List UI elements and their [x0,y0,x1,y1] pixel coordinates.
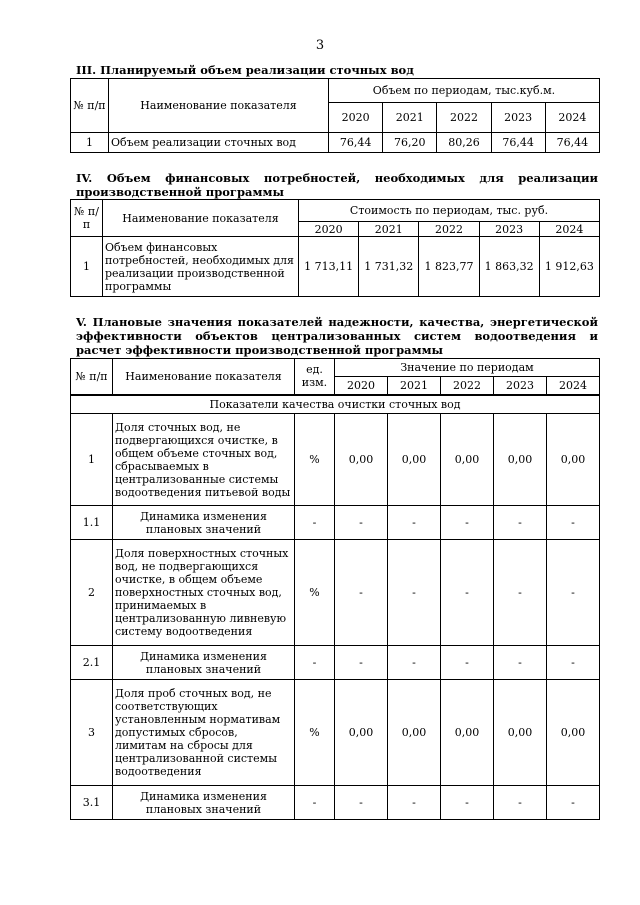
row-value: 0,00 [335,414,388,506]
row-num: 2.1 [71,646,113,680]
row-value: 0,00 [388,680,441,786]
s5-head-num: № п/п [71,359,113,395]
row-value: - [547,786,600,820]
s4-head-name: Наименование показателя [103,200,299,237]
s3-year: 2024 [545,103,599,133]
s5-head-group: Значение по периодам [335,359,600,377]
row-value: 1 823,77 [419,237,479,297]
row-value: 76,44 [545,133,599,153]
s3-year: 2023 [491,103,545,133]
s4-year: 2021 [359,222,419,237]
row-num: 3.1 [71,786,113,820]
s4-year: 2023 [479,222,539,237]
row-value: 1 731,32 [359,237,419,297]
s4-year: 2024 [539,222,599,237]
category-label: Показатели качества очистки сточных вод [71,395,600,414]
row-value: 76,20 [383,133,437,153]
row-value: 1 863,32 [479,237,539,297]
section4-title: IV. Объем финансовых потребностей, необходимых для реализации производственной программы [76,171,598,199]
row-value: - [335,506,388,540]
table-row [71,506,600,540]
table-row [71,414,600,506]
s5-head-name: Наименование показателя [113,359,295,395]
s5-year: 2020 [335,377,388,395]
row-name: Объем реализации сточных вод [109,133,329,153]
row-num: 1.1 [71,506,113,540]
s4-head-group: Стоимость по периодам, тыс. руб. [299,200,600,222]
section4-table [70,199,600,297]
row-name: Доля поверхностных сточных вод, не подвергающихся очистке, в общем объеме поверхностных сточных вод, принимаемых в централизованную ливневую систему водоотведения [113,540,295,646]
row-value: 0,00 [547,680,600,786]
row-value: - [388,540,441,646]
table-row [71,646,600,680]
row-unit: - [295,506,335,540]
row-name: Динамика изменения плановых значений [113,506,295,540]
s3-year: 2021 [383,103,437,133]
s3-year: 2022 [437,103,491,133]
row-value: 0,00 [388,414,441,506]
row-value: - [388,786,441,820]
section5-table [70,358,600,820]
row-num: 3 [71,680,113,786]
table-row [71,237,600,297]
section3-title: III. Планируемый объем реализации сточных вод [76,63,414,77]
s5-year: 2021 [388,377,441,395]
category-row [71,395,600,414]
row-value: - [494,646,547,680]
row-value: 1 912,63 [539,237,599,297]
row-name: Динамика изменения плановых значений [113,786,295,820]
row-value: 0,00 [494,680,547,786]
s5-year: 2022 [441,377,494,395]
row-value: - [494,506,547,540]
row-name: Объем финансовых потребностей, необходимых для реализации производственной программы [103,237,299,297]
row-name: Доля сточных вод, не подвергающихся очистке, в общем объеме сточных вод, сбрасываемых в централизованные системы водоотведения питьевой воды [113,414,295,506]
row-num: 1 [71,237,103,297]
row-unit: - [295,786,335,820]
s5-year: 2024 [547,377,600,395]
row-value: 0,00 [441,680,494,786]
row-value: 76,44 [329,133,383,153]
s4-year: 2020 [299,222,359,237]
s5-year: 2023 [494,377,547,395]
table-row [71,133,600,153]
row-value: - [441,646,494,680]
row-value: 80,26 [437,133,491,153]
page-number: 3 [315,38,325,53]
row-value: 76,44 [491,133,545,153]
row-value: - [547,540,600,646]
row-num: 2 [71,540,113,646]
row-value: - [494,540,547,646]
row-value: 0,00 [335,680,388,786]
s3-head-num: № п/п [71,79,109,133]
row-value: 0,00 [441,414,494,506]
s4-year: 2022 [419,222,479,237]
row-name: Доля проб сточных вод, не соответствующих установленным нормативам допустимых сбросов, лимитам на сбросы для централизованной системы водоотведения [113,680,295,786]
row-num: 1 [71,133,109,153]
row-unit: % [295,680,335,786]
row-unit: - [295,646,335,680]
row-value: 0,00 [494,414,547,506]
section5-title: V. Плановые значения показателей надежности, качества, энергетической эффективности объектов централизованных систем водоотведения и расчет эффективности производственной программы [76,315,598,357]
row-value: 0,00 [547,414,600,506]
row-value: - [335,540,388,646]
row-value: - [547,646,600,680]
row-value: - [388,506,441,540]
row-value: - [441,540,494,646]
row-value: - [335,646,388,680]
row-value: - [494,786,547,820]
table-row [71,540,600,646]
row-name: Динамика изменения плановых значений [113,646,295,680]
row-value: - [441,786,494,820]
s3-year: 2020 [329,103,383,133]
row-unit: % [295,414,335,506]
row-unit: % [295,540,335,646]
row-value: - [547,506,600,540]
s5-head-unit: ед. изм. [295,359,335,395]
table-row [71,680,600,786]
section3-table [70,78,600,153]
s3-head-name: Наименование показателя [109,79,329,133]
row-value: - [388,646,441,680]
table-row [71,786,600,820]
row-value: - [335,786,388,820]
s3-head-group: Объем по периодам, тыс.куб.м. [329,79,600,103]
row-num: 1 [71,414,113,506]
row-value: - [441,506,494,540]
s4-head-num: № п/п [71,200,103,237]
row-value: 1 713,11 [299,237,359,297]
